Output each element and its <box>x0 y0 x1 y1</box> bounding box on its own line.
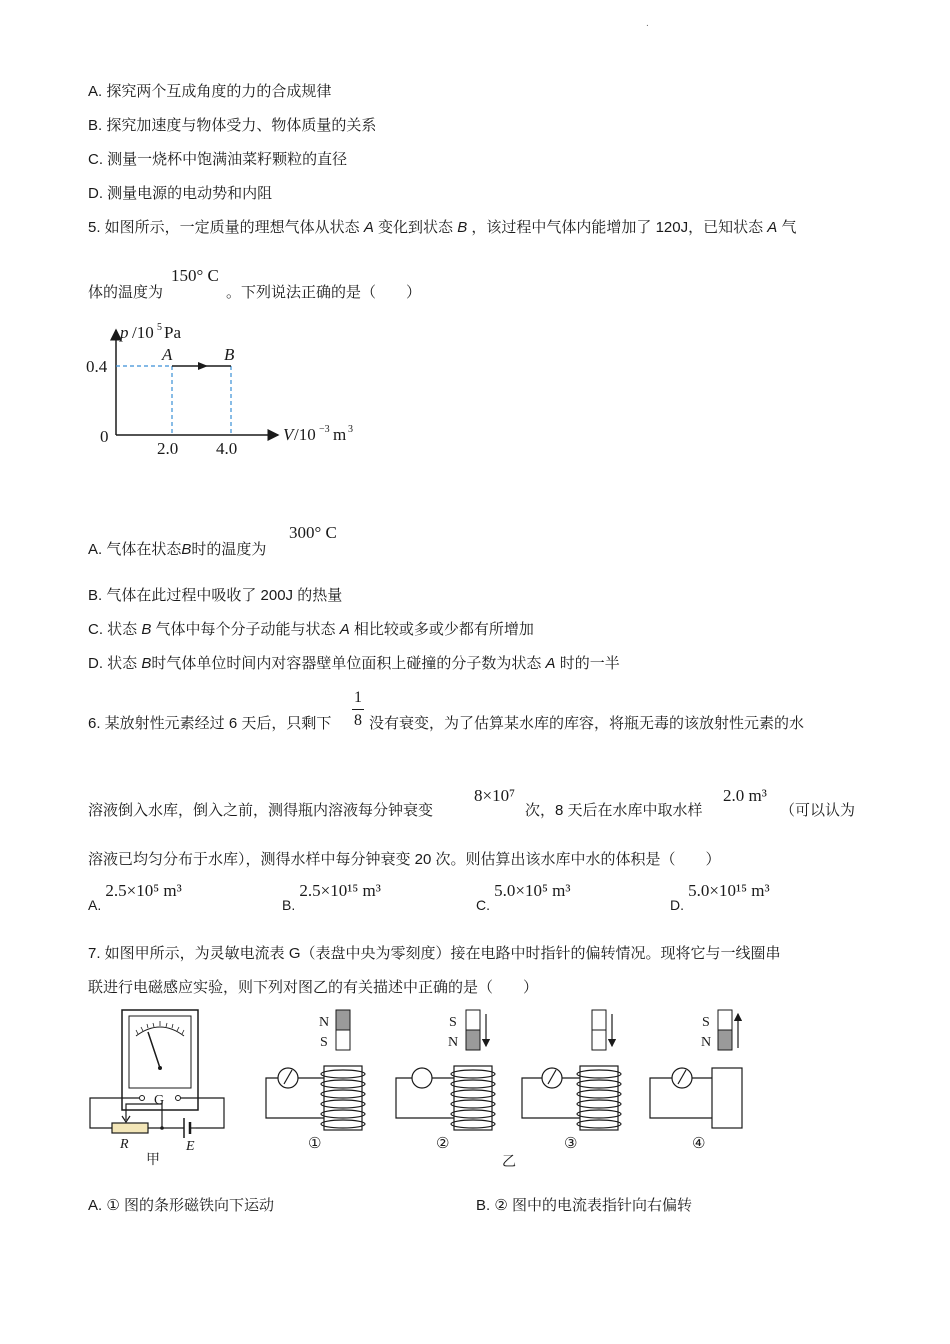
figure-yi <box>256 1006 756 1176</box>
resistor-label: R <box>120 1137 129 1152</box>
q6-sample-value: 2.0 m³ <box>723 786 767 805</box>
svg-text:5: 5 <box>157 322 162 333</box>
q6-stem-part1: 6. 某放射性元素经过 6 天后，只剩下 <box>88 715 332 732</box>
q4-option-a: A. 探究两个互成角度的力的合成规律 <box>88 83 332 100</box>
q4-option-c: C. 测量一烧杯中饱满油菜籽颗粒的直径 <box>88 151 348 168</box>
panel-label-4: ④ <box>692 1134 706 1152</box>
coil-box-4 <box>712 1068 742 1128</box>
magnet-2-top <box>466 1010 480 1030</box>
q6-option-a: A. 2.5×10⁵ m³ <box>88 881 182 913</box>
fraction-bar <box>352 709 364 710</box>
process-arrow <box>198 362 208 370</box>
q6-line3: 溶液已均匀分布于水库），测得水样中每分钟衰变 20 次。则估算出该水库中水的体积是（ ） <box>88 851 721 868</box>
magnet-1-top <box>336 1010 350 1030</box>
svg-text:S: S <box>320 1035 328 1050</box>
meter-terminal-left <box>140 1096 145 1101</box>
q5-stem-line2-end: 。下列说法正确的是（ ） <box>226 284 422 301</box>
q5-option-a: A. 气体在状态B时的温度为 <box>88 541 267 558</box>
svg-text:S: S <box>449 1015 457 1030</box>
caption-jia: 甲 <box>146 1152 160 1168</box>
svg-text:m: m <box>333 425 347 444</box>
magnet-4-top <box>718 1010 732 1030</box>
svg-text:−3: −3 <box>319 424 330 435</box>
x-axis-label: V <box>283 425 294 444</box>
q5-stem-line1: 5. 如图所示，一定质量的理想气体从状态 A 变化到状态 B ，该过程中气体内能增加了 120J，已知状态 A 气 <box>88 219 797 236</box>
panel-4 <box>650 1010 742 1152</box>
svg-text:S: S <box>702 1015 710 1030</box>
state-b-label: B <box>457 219 468 236</box>
q6-line2-part1: 溶液倒入水库，倒入之前，测得瓶内溶液每分钟衰变 <box>88 802 434 819</box>
svg-text:Pa: Pa <box>164 323 181 342</box>
q7-line1: 7. 如图甲所示，为灵敏电流表 G（表盘中央为零刻度）接在电路中时指针的偏转情况。现将它与一线圈串 <box>88 945 781 962</box>
panel-label-2: ② <box>436 1134 450 1152</box>
x-tick-1: 2.0 <box>157 439 179 458</box>
meter-needle <box>148 1032 160 1068</box>
magnet-4-bottom <box>718 1030 732 1050</box>
panel-label-1: ① <box>308 1134 322 1152</box>
origin-label: 0 <box>100 427 109 446</box>
caption-yi: 乙 <box>502 1154 516 1170</box>
magnet-3-top <box>592 1010 606 1030</box>
q7-line2: 联进行电磁感应实验，则下列对图乙的有关描述中正确的是（ ） <box>88 979 539 996</box>
panel-3 <box>522 1010 621 1152</box>
panel-1 <box>266 1010 365 1152</box>
meter-label: G <box>154 1093 165 1108</box>
x-tick-2: 4.0 <box>216 439 238 458</box>
q4-option-b: B. 探究加速度与物体受力、物体质量的关系 <box>88 117 377 134</box>
header-dot: . <box>646 18 649 29</box>
svg-text:/10: /10 <box>294 425 316 444</box>
q5-option-c: C. 状态 B 气体中每个分子动能与状态 A 相比较或多或少都有所增加 <box>88 621 534 638</box>
meter-terminal-right <box>176 1096 181 1101</box>
svg-text:/10: /10 <box>132 323 154 342</box>
resistor <box>112 1123 148 1133</box>
point-b-label: B <box>224 345 235 364</box>
panel-2 <box>396 1010 495 1152</box>
q7-option-b: B. ② 图中的电流表指针向右偏转 <box>476 1197 692 1214</box>
q7-option-a: A. ① 图的条形磁铁向下运动 <box>88 1197 274 1214</box>
magnet-3-bottom <box>592 1030 606 1050</box>
q6-stem-part2: 没有衰变，为了估算某水库的库容，将瓶无毒的该放射性元素的水 <box>369 715 805 732</box>
q6-option-c: C. 5.0×10⁵ m³ <box>476 881 571 913</box>
state-a-label: A <box>363 219 374 236</box>
fraction-denominator: 8 <box>354 712 362 729</box>
q5-option-d: D. 状态 B时气体单位时间内对容器壁单位面积上碰撞的分子数为状态 A 时的一半 <box>88 655 620 672</box>
q6-decay-value: 8×10⁷ <box>474 786 516 805</box>
q6-line2-part2: 次，8 天后在水库中取水样 <box>525 802 703 819</box>
q5-option-b: B. 气体在此过程中吸收了 200J 的热量 <box>88 587 343 604</box>
panel-label-3: ③ <box>564 1134 578 1152</box>
q6-option-d: D. 5.0×10¹⁵ m³ <box>670 881 770 913</box>
galvanometer-2 <box>412 1068 432 1088</box>
y-tick-label: 0.4 <box>86 357 108 376</box>
q6-line2-part3: （可以认为 <box>780 802 856 819</box>
figure-jia <box>80 1006 240 1176</box>
magnet-1-bottom <box>336 1030 350 1050</box>
q5-temp-a: 150° C <box>171 266 219 285</box>
battery-label: E <box>186 1139 195 1154</box>
y-axis-label: p <box>120 323 129 342</box>
meter-scale <box>136 1027 184 1036</box>
q5-option-a-value: 300° C <box>289 523 337 542</box>
fraction-numerator: 1 <box>354 689 362 706</box>
svg-text:3: 3 <box>348 424 353 435</box>
point-a-label: A <box>162 345 173 364</box>
svg-text:N: N <box>701 1035 712 1050</box>
q6-option-b: B. 2.5×10¹⁵ m³ <box>282 881 381 913</box>
q4-option-d: D. 测量电源的电动势和内阻 <box>88 185 273 202</box>
svg-text:N: N <box>448 1035 459 1050</box>
pv-graph <box>80 318 380 468</box>
svg-text:N: N <box>319 1015 330 1030</box>
q5-stem-line2-start: 体的温度为 <box>88 284 164 301</box>
magnet-2-bottom <box>466 1030 480 1050</box>
